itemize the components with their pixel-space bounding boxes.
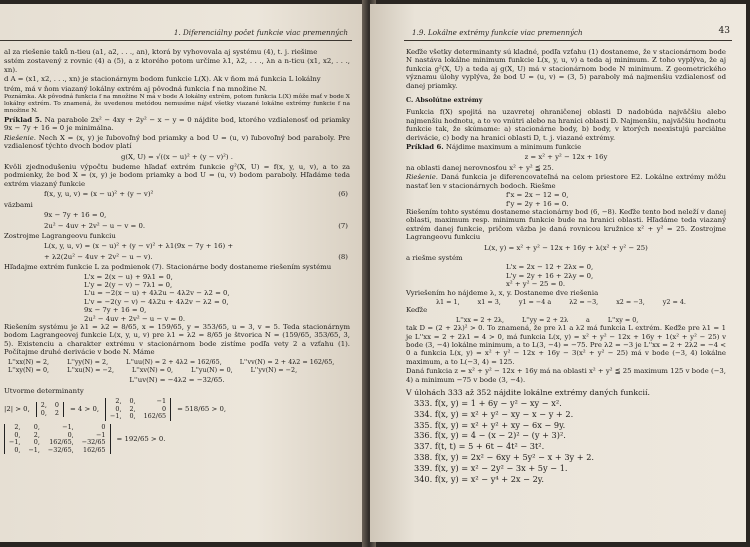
solve-label: a riešme systém xyxy=(406,253,463,262)
derivative: L''xx(N) = 2, xyxy=(8,357,50,366)
determinant-3 xyxy=(105,398,171,421)
paragraph: Riešením tohto systému dostaneme stacionárny bod (6, −8). Keďže tento bod neleží v danej oblasti, maximum resp. minimum funkcie bude na hranici oblasti. Hľadáme teda viazaný extrém danej funkcie, pričom väzba je daná rovnicou kružnice x² + y² = 25. Zostrojme Lagrangeovu funkciu xyxy=(406,207,726,242)
equation-number: (6) xyxy=(338,190,348,199)
paragraph: Hľadajme extrém funkcie L za podmienok (7). Stacionárne body dostaneme riešením systému xyxy=(4,263,332,272)
derivative: L''yy(N) = 2, xyxy=(67,357,109,366)
equation-text: 2u² − 4uv + 2v² − u − v = 0. xyxy=(44,221,146,230)
determinant-2-value: = 4 > 0, xyxy=(69,405,100,414)
equation-7a xyxy=(4,211,350,219)
system-line: L'y = 2(y − v) − 7λ1 = 0, xyxy=(84,280,173,289)
matrix-cell: 2, xyxy=(40,401,47,410)
derivative: L''vv(N) = 2 + 4λ2 = 162/65, xyxy=(239,357,335,366)
matrix-cell: −1, xyxy=(110,412,122,421)
example-text: Na parabole 2x² − 4xy + 2y² − x − y = 0 nájdite bod, ktorého vzdialenosť od priamky 9x − 7y + 16 = 0 je minimálna. xyxy=(4,116,350,133)
bindings-label: väzbami xyxy=(4,200,33,209)
matrix-cell: 0, xyxy=(115,404,122,413)
lagrange-equation: L(x, y) = x² + y² − 12x + 16y + λ(x² + y² − 25) xyxy=(484,243,648,252)
left-header-rule xyxy=(0,40,352,41)
equation-number: (8) xyxy=(338,252,348,261)
example-equation: z = x² + y² − 12x + 16y xyxy=(524,153,608,162)
results-intro: Vyriešením ho nájdeme λ, x, y. Dostaneme dve riešenia xyxy=(406,288,599,297)
matrix-cell: 162/65 xyxy=(83,445,106,454)
determinant-3-value: = 518/65 > 0, xyxy=(177,405,227,414)
matrix-cell: 0, xyxy=(129,397,136,406)
derivative: L''yv(N) = −2, xyxy=(250,366,298,374)
determinant-4 xyxy=(4,424,111,454)
matrix-cell: −1, xyxy=(62,423,74,431)
equation-system xyxy=(406,263,726,288)
exercise-item: 337. f(t, t) = 5 + 6t − 4t² − 3t². xyxy=(414,441,545,452)
exercise-item: 339. f(x, y) = x² − 2y² − 3x + 5y − 1. xyxy=(414,462,568,473)
since-row xyxy=(406,316,726,324)
equation-number: (7) xyxy=(338,221,348,230)
intro-line: d A = (x1, x2, . . ., xn) je stacionárnym bodom funkcie L(X). Ak v ňom má funkcia L lokálny xyxy=(4,75,321,84)
exercise-item: 334. f(x, y) = x² + y² − xy − x − y + 2. xyxy=(414,408,574,419)
example-title: Príklad 6. xyxy=(406,143,444,152)
left-page-body xyxy=(4,48,350,457)
second-derivative: L''yy = 2 + 2λ xyxy=(522,315,569,324)
derivative: L''xv(N) = 0, xyxy=(132,366,174,374)
paragraph: Riešením systému je λ1 = λ2 = 8/65, x = 159/65, y = 353/65, u = 3, v = 5. Teda stacionárnym bodom Lagrangeovej funkcie L(x, y, u, v) pre λ1 = λ2 = 8/65 je štvorica N = (159/65, 353/65, 3, 5). Existenciu a charakter extrému v stacionárnom bode zistíme podľa vety 2 a vzťahu (1). Počítajme druhé derivácie v bode N. Máme xyxy=(4,322,350,357)
matrix-cell: 2, xyxy=(14,423,21,431)
equation-text: L(x, y, u, v) = (x − u)² + (y − v)² + λ1(9x − 7y + 16) + xyxy=(44,242,234,251)
equation-text: f(x, y, u, v) = (x − u)² + (y − v)² xyxy=(44,190,154,199)
result-value: y2 = 4. xyxy=(662,297,686,306)
conjunction: a xyxy=(586,315,590,324)
determinants-row-1 xyxy=(4,398,350,421)
since-label: Keďže xyxy=(406,306,428,315)
paragraph: Funkcia f(X) spojitá na uzavretej ohraničenej oblasti D nadobúda najväčšiu alebo najmenšiu hodnotu, a to vo vnútri alebo na hranici oblasti D. Najmenšiu, najväčšiu hodnotu funkcie tak, že skúmame: a) stacionárne body, b) body, v ktorých neexistujú parciálne derivácie, c) body na hranici oblasti D, t. j. viazané extrémy. xyxy=(406,108,726,142)
solution xyxy=(406,173,726,190)
solution xyxy=(4,134,350,151)
result-value: λ2 = −3, xyxy=(569,297,599,306)
page-number: 43 xyxy=(718,26,730,36)
solution-text: Nech X = (x, y) je ľubovoľný bod priamky a bod U = (u, v) ľubovoľný bod paraboly. Pre vzdialenosť týchto dvoch bodov platí xyxy=(4,133,350,151)
derivatives-row xyxy=(4,358,350,366)
matrix-cell: 0 xyxy=(54,401,59,410)
left-running-header: 1. Diferenciálny počet funkcie viac premenných xyxy=(173,28,348,37)
equation-system xyxy=(4,273,350,323)
matrix-cell: 0, xyxy=(129,412,136,421)
system-line: L'v = −2(y − v) − 4λ2u + 4λ2v − λ2 = 0, xyxy=(84,297,229,306)
system-line: L'y = 2y + 16 + 2λy = 0, xyxy=(506,271,594,280)
matrix-cell: −1, xyxy=(9,438,21,447)
exercise-item: 336. f(x, y) = 4 − (x − 2)² − (y + 3)². xyxy=(414,430,566,441)
matrix-cell: 0, xyxy=(33,438,40,447)
matrix-cell: 0, xyxy=(33,423,40,431)
exercise-item: 340. f(x, y) = x² − y⁴ + 2x − 2y. xyxy=(414,473,544,484)
matrix-cell: 2 xyxy=(54,408,59,417)
paragraph: Keďže všetky determinanty sú kladné, podľa vzťahu (1) dostaneme, že v stacionárnom bode N nastáva lokálne minimum funkcie L(x, y, u, v) a teda aj minimum. Z toho vyplýva, že aj funkcia g²(X, U) a teda aj g(X, U) má v stacionárnom bode N minimum. Z geometrického významu úlohy vyplýva, že bod U = (u, v) = (3, 5) paraboly má najmenšiu vzdialenosť od danej priamky. xyxy=(406,48,726,90)
paragraph: Kvôli zjednodušeniu výpočtu budeme hľadať extrém funkcie g²(X, U) = f(x, y, u, v), a to za podmienky, že bod X = (x, y) je bodom priamky a bod U = (u, v) bodom paraboly. Hľadáme teda extrém viazaný funkcie xyxy=(4,163,350,188)
derivative: L''yu(N) = 0, xyxy=(191,366,233,374)
system-line: L'u = −2(x − u) + 4λ2u − 4λ2v − λ2 = 0, xyxy=(84,289,230,298)
system-line: x² + y² − 25 = 0. xyxy=(506,280,566,289)
solution-text: Daná funkcia je diferencovateľná na celom priestore E2. Lokálne extrémy môžu nastať len v stacionárnych bodoch. Riešme xyxy=(406,173,726,190)
example-5 xyxy=(4,116,350,133)
exercise-item: 335. f(x, y) = x² + y² + xy − 6x − 9y. xyxy=(414,419,566,430)
equation-7b xyxy=(4,222,350,230)
system-line: f'x = 2x − 12 = 0, xyxy=(506,191,569,200)
derivatives-row xyxy=(4,366,350,374)
example-title: Príklad 5. xyxy=(4,116,43,125)
derivative: L''uv(N) = −4λ2 = −32/65. xyxy=(129,376,225,385)
equation-text: 9x − 7y + 16 = 0, xyxy=(44,211,107,220)
matrix-cell: −32/65, xyxy=(47,445,74,454)
equation-system xyxy=(406,191,726,208)
matrix-cell: 0 xyxy=(162,404,167,413)
result-value: y1 = −4 a xyxy=(518,297,552,306)
intro-line: al za riešenie taků n-tieu (a1, a2, . . ., an), ktorá by vyhovovala aj systému (4), t. j. riešime xyxy=(4,48,318,56)
determinants-intro: Utvorme determinanty xyxy=(4,386,84,395)
right-page-body xyxy=(406,48,726,484)
right-page xyxy=(370,4,746,542)
matrix-cell: 0, xyxy=(14,445,21,454)
matrix-cell: −1, xyxy=(28,445,40,454)
derivative: L''uu(N) = 2 + 4λ2 = 162/65, xyxy=(126,357,222,366)
system-line: L'x = 2x − 12 + 2λx = 0, xyxy=(506,263,594,272)
matrix-cell: 0 xyxy=(101,423,106,431)
exercise-list xyxy=(406,388,726,484)
solution-label: Riešenie. xyxy=(406,173,438,182)
right-running-header: 1.9. Lokálne extrémy funkcie viac premenných xyxy=(412,28,583,37)
result-value: x2 = −3, xyxy=(616,297,645,306)
equation-g: g(X, U) = √((x − u)² + (y − v)²) . xyxy=(120,152,234,161)
matrix-cell: −1 xyxy=(96,430,106,439)
equation-6 xyxy=(4,190,350,198)
paragraph: tak D = (2 + 2λ)² > 0. To znamená, že pre λ1 a λ2 má funkcia L extrém. Keďže pre λ1 = 1 je L''xx = 2 + 2λ1 = 4 > 0, má funkcia L(x, y) = x² + y² − 12x + 16y + 1(x² + y² − 25) v bode (3, −4) lokálne minimum, a to L(3, −4) = −75. Pre λ2 = −3 je L''xx = 2 + 2λ2 = −4 < 0 a funkcia L(x, y) = x² + y² − 12x + 16y − 3(x² + y² − 25) má v bode (−3, 4) lokálne maximum, a to L(−3, 4) = 125. xyxy=(406,324,726,366)
example-region: na oblasti danej nerovnosťou x² + y² ≦ 25. xyxy=(406,163,554,172)
exercises-heading: V úlohách 333 až 352 nájdite lokálne extrémy daných funkcií. xyxy=(406,388,650,398)
section-title: C. Absolútne extrémy xyxy=(406,96,483,105)
system-line: 9x − 7y + 16 = 0, xyxy=(84,306,147,315)
right-header-rule xyxy=(404,40,732,41)
determinant-1: |2| > 0, xyxy=(4,405,30,414)
intro-line: sstém zostavený z rovnic (4) a (5), a z ktorého potom určíme λ1, λ2, . . ., λn a n-ticu (x1, x2, . . ., xn). xyxy=(4,57,350,74)
matrix-cell: 162/65 xyxy=(143,412,167,421)
matrix-cell: 0, xyxy=(67,430,74,439)
example-6 xyxy=(406,143,726,151)
results-row xyxy=(406,298,726,306)
system-line: f'y = 2y + 16 = 0. xyxy=(506,199,569,208)
matrix-cell: 0, xyxy=(40,408,47,417)
result-value: λ1 = 1, xyxy=(436,297,460,306)
second-derivative: L''xx = 2 + 2λ, xyxy=(456,315,505,324)
second-derivative: L''xy = 0, xyxy=(607,315,639,324)
example-text: Nájdime maximum a minimum funkcie xyxy=(445,143,582,152)
derivative: L''xy(N) = 0, xyxy=(8,366,50,374)
solution-label: Riešenie. xyxy=(4,133,36,142)
result-value: x1 = 3, xyxy=(477,297,501,306)
matrix-cell: 0, xyxy=(14,430,21,439)
lagrange-intro: Zostrojme Lagrangeovu funkciu xyxy=(4,231,116,240)
determinants-row-2 xyxy=(4,424,350,454)
system-line: 2u² − 4uv + 2v² − u − v = 0. xyxy=(84,314,186,323)
matrix-cell: −1 xyxy=(156,397,167,406)
left-page xyxy=(0,4,366,542)
intro-line: trém, má v ňom viazaný lokálny extrém aj pôvodná funkcia f na množine N. xyxy=(4,84,267,93)
equation-8a xyxy=(4,242,350,250)
derivative: L''xu(N) = −2, xyxy=(67,366,115,374)
matrix-cell: −32/65 xyxy=(81,438,106,447)
matrix-cell: 2, xyxy=(115,397,122,406)
paragraph: Daná funkcia z = x² + y² − 12x + 16y má na oblasti x² + y² ≦ 25 maximum 125 v bode (−3, 4) a minimum −75 v bode (3, −4). xyxy=(406,367,726,384)
matrix-cell: 2, xyxy=(129,404,136,413)
determinant-2 xyxy=(36,402,64,417)
remark-note: Poznámka. Ak pôvodná funkcia f na množine N má v bode A lokálny extrém, potom funkcia L(X) môže mať v bode X lokálny extrém. To znamená, že uvedenou metódou nemusíme nájsť všetky viazané lokálne extrémy funkcie f na množine N. xyxy=(4,94,350,115)
determinant-4-value: = 192/65 > 0. xyxy=(116,434,166,443)
exercise-item: 333. f(x, y) = 1 + 6y − y² − xy − x². xyxy=(414,398,562,409)
matrix-cell: 162/65, xyxy=(49,438,74,447)
equation-text: + λ2(2u² − 4uv + 2v² − u − v). xyxy=(44,252,153,261)
exercise-item: 338. f(x, y) = 2x² − 6xy + 5y² − x + 3y + 2. xyxy=(414,452,595,463)
matrix-cell: 2, xyxy=(33,430,40,439)
equation-8b xyxy=(4,253,350,261)
system-line: L'x = 2(x − u) + 9λ1 = 0, xyxy=(84,272,173,281)
